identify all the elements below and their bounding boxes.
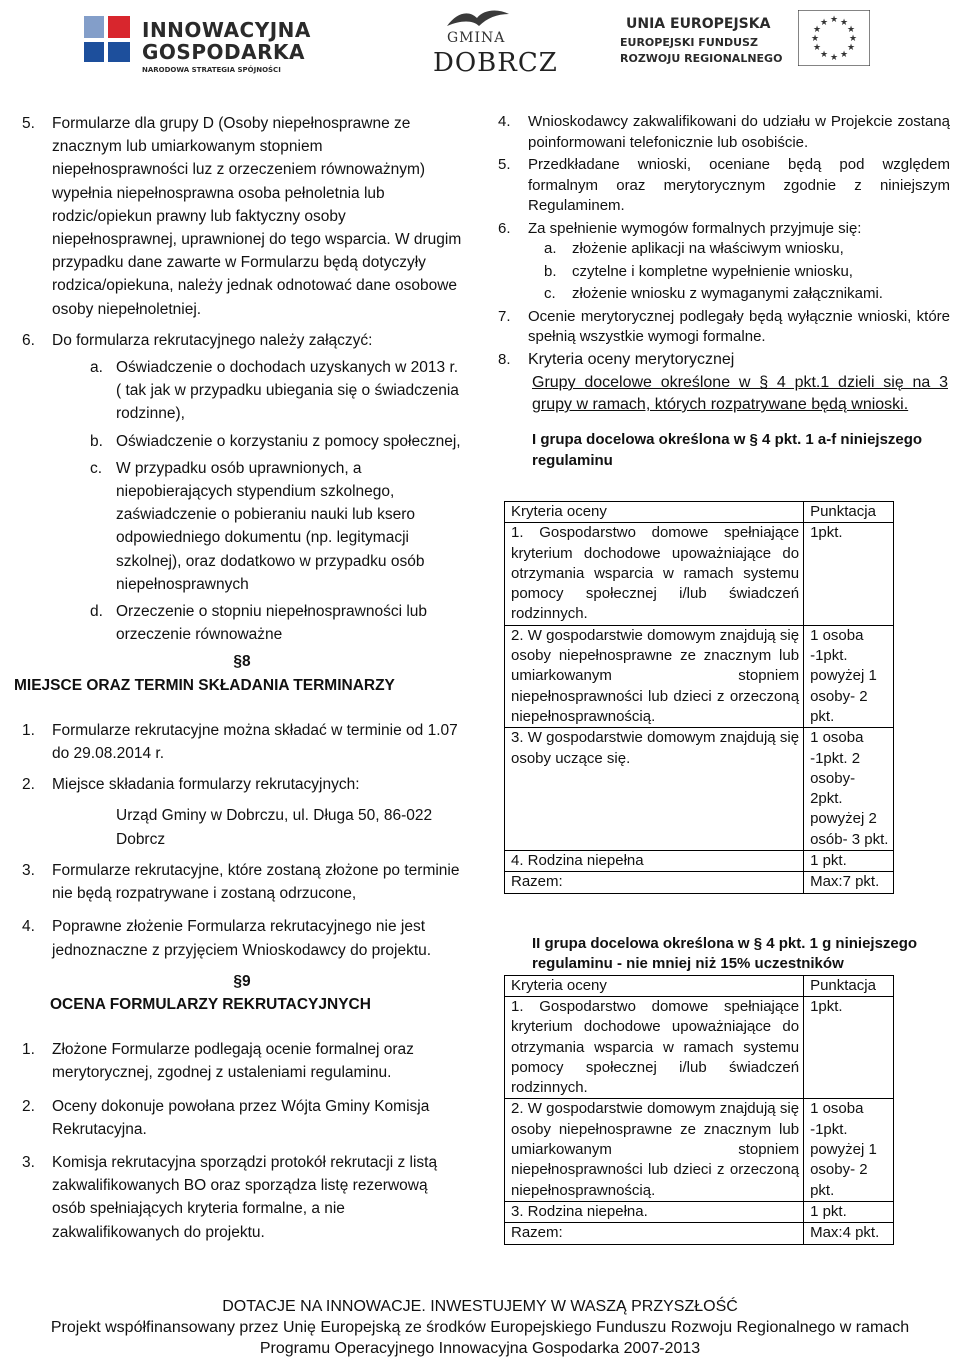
point-text: złożenie aplikacji na właściwym wniosku, bbox=[572, 240, 844, 257]
points-cell: 1pkt. bbox=[804, 523, 894, 625]
points-cell: Punktacja bbox=[804, 975, 894, 996]
eu-flag-icon bbox=[798, 10, 870, 66]
section-9-title: OCENA FORMULARZY REKRUTACYJNYCH bbox=[50, 995, 371, 1013]
point-text: Miejsce składania formularzy rekrutacyjnych: bbox=[52, 776, 360, 794]
point-text: Formularze rekrutacyjne można składać w terminie od 1.07 do 29.08.2014 r. bbox=[52, 721, 458, 763]
page-header bbox=[0, 0, 960, 82]
criterion-cell: 3. W gospodarstwie domowym znajdują się osoby uczące się. bbox=[505, 728, 804, 851]
criterion-cell: 2. W gospodarstwie domowym znajdują się osoby niepełnosprawne ze znacznym lub umiarkowanym stopniem niepełnosprawności lub dzieci z orzeczoną niepełnosprawnością. bbox=[505, 625, 804, 727]
svg-text:★: ★ bbox=[812, 25, 822, 35]
svg-text:★: ★ bbox=[810, 34, 820, 44]
target-groups-note: Grupy docelowe określone w § 4 pkt.1 dzieli się na 3 grupy w ramach, których rozpatrywane będą wnioski. bbox=[532, 374, 948, 413]
deadline-3 bbox=[22, 859, 462, 905]
svg-text:★: ★ bbox=[839, 50, 849, 60]
section-8-title: MIEJSCE ORAZ TERMIN SKŁADANIA TERMINARZY bbox=[14, 676, 395, 694]
attachment-d bbox=[22, 600, 462, 646]
footer-cofinancing: Projekt współfinansowany przez Unię Europejską ze środków Europejskiego Funduszu Rozwoju Regionalnego w ramach bbox=[50, 1319, 910, 1336]
points-cell: 1pkt. bbox=[804, 996, 894, 1098]
point-number: 1. bbox=[22, 1041, 35, 1059]
point-number: 8. bbox=[498, 350, 511, 368]
point-letter: b. bbox=[544, 262, 557, 280]
point-text: Formularze rekrutacyjne, które zostaną złożone po terminie nie będą rozpatrywane i zostaną odrzucone, bbox=[52, 861, 460, 903]
criterion-cell: Kryteria oceny bbox=[505, 975, 804, 996]
point-number: 3. bbox=[22, 861, 35, 879]
table-header-row bbox=[505, 502, 894, 523]
section-8-number: §8 bbox=[233, 653, 251, 671]
gmina-bird-icon bbox=[443, 6, 513, 32]
point-6 bbox=[22, 329, 462, 352]
table-row bbox=[505, 851, 894, 872]
criterion-cell: 2. W gospodarstwie domowym znajdują się osoby niepełnosprawne ze znacznym lub umiarkowanym stopniem niepełnosprawności lub dzieci z orzeczoną niepełnosprawnością. bbox=[505, 1099, 804, 1201]
point-text: Oceny dokonuje powołana przez Wójta Gminy Komisja Rekrutacyjna. bbox=[52, 1097, 430, 1138]
evaluation-3 bbox=[22, 1151, 462, 1244]
attachment-a bbox=[22, 356, 462, 426]
point-number: 6. bbox=[22, 331, 35, 349]
svg-text:★: ★ bbox=[846, 43, 856, 53]
innowacyjna-gospodarka-logo bbox=[80, 10, 310, 74]
submission-address: Urząd Gminy w Dobrczu, ul. Długa 50, 86-022 Dobrcz bbox=[116, 807, 433, 848]
criterion-cell: Razem: bbox=[505, 1223, 804, 1244]
point-number: 7. bbox=[498, 307, 511, 325]
points-cell: Punktacja bbox=[804, 502, 894, 523]
point-text: złożenie wniosku z wymaganymi załącznikami. bbox=[572, 285, 883, 302]
point-r4 bbox=[498, 112, 950, 153]
table-row bbox=[505, 728, 894, 851]
criterion-cell: 1. Gospodarstwo domowe spełniające kryterium dochodowe upoważniające do otrzymania wsparcia w ramach systemu pomocy społecznej i/lub świadczeń rodzinnych. bbox=[505, 523, 804, 625]
point-number: 2. bbox=[22, 776, 35, 794]
requirement-c bbox=[498, 284, 950, 305]
table-row bbox=[505, 523, 894, 625]
point-number: 5. bbox=[498, 156, 511, 173]
deadline-2 bbox=[22, 773, 462, 796]
point-letter: b. bbox=[90, 432, 103, 450]
svg-text:★: ★ bbox=[829, 15, 839, 25]
point-text: Formularze dla grupy D (Osoby niepełnosprawne ze znacznym lub umiarkowanym stopniem niepełnosprawności luz z orzeczeniem równoważnym) wypełnia niepełnosprawna osoba pełnoletnia lub rodzic/opiekun prawny lub faktyczny osoby niepełnosprawnej, uprawnionej do tego wsparcia. W drugim przypadku dane zawarte w Formularzu będą dotyczyły rodzica/opiekuna, należy jednak odnotować dane osobowe osoby niepełnoletniej. bbox=[52, 115, 462, 318]
svg-text:★: ★ bbox=[819, 18, 829, 28]
gmina-name: DOBRCZ bbox=[433, 48, 558, 78]
gmina-label: GMINA bbox=[447, 30, 506, 46]
right-column bbox=[498, 112, 950, 1245]
svg-text:★: ★ bbox=[839, 18, 849, 28]
points-cell: Max:4 pkt. bbox=[804, 1223, 894, 1244]
point-text: Oświadczenie o korzystaniu z pomocy społecznej, bbox=[116, 432, 461, 450]
eu-fund-line2: ROZWOJU REGIONALNEGO bbox=[620, 52, 783, 65]
point-text: Orzeczenie o stopniu niepełnosprawności lub orzeczenie równoważne bbox=[116, 603, 428, 644]
gmina-dobrcz-logo bbox=[405, 6, 558, 78]
evaluation-1 bbox=[22, 1038, 462, 1084]
group-1-title: I grupa docelowa określona w § 4 pkt. 1 a-f niniejszego regulaminu bbox=[532, 431, 923, 469]
table-row bbox=[505, 1099, 894, 1201]
point-letter: c. bbox=[544, 285, 556, 302]
ig-logo-icon bbox=[80, 12, 134, 66]
point-5 bbox=[22, 112, 462, 321]
ig-title-line2: GOSPODARKA bbox=[142, 40, 305, 64]
evaluation-2 bbox=[22, 1095, 462, 1141]
eu-title: UNIA EUROPEJSKA bbox=[626, 16, 771, 32]
requirement-b bbox=[498, 262, 950, 283]
criterion-cell: 1. Gospodarstwo domowe spełniające kryterium dochodowe upoważniające do otrzymania wsparcia w ramach systemu pomocy społecznej i/lub świadczeń rodzinnych. bbox=[505, 996, 804, 1098]
svg-text:★: ★ bbox=[819, 50, 829, 60]
point-r7 bbox=[498, 307, 950, 348]
point-letter: a. bbox=[90, 359, 103, 377]
table-row bbox=[505, 996, 894, 1098]
point-letter: a. bbox=[544, 240, 557, 257]
point-letter: c. bbox=[90, 459, 103, 477]
svg-text:★: ★ bbox=[812, 43, 822, 53]
table-total-row bbox=[505, 1223, 894, 1244]
ig-subtitle: NARODOWA STRATEGIA SPÓJNOŚCI bbox=[142, 66, 281, 74]
svg-text:★: ★ bbox=[848, 34, 858, 44]
criterion-cell: Razem: bbox=[505, 872, 804, 893]
point-text: Kryteria oceny merytorycznej bbox=[528, 350, 735, 368]
point-number: 2. bbox=[22, 1097, 35, 1115]
points-cell: 1 osoba -1pkt. powyżej 1 osoby- 2 pkt. bbox=[804, 1099, 894, 1201]
ig-title-line1: INNOWACYJNA bbox=[142, 18, 311, 42]
svg-text:★: ★ bbox=[829, 53, 839, 63]
eu-fund-line1: EUROPEJSKI FUNDUSZ bbox=[620, 36, 758, 49]
point-text: Oświadczenie o dochodach uzyskanych w 2013 r. ( tak jak w przypadku ubiegania się o świadczenia rodzinne), bbox=[116, 359, 459, 423]
point-number: 5. bbox=[22, 115, 35, 132]
table-header-row bbox=[505, 975, 894, 996]
point-text: Do formularza rekrutacyjnego należy załączyć: bbox=[52, 331, 373, 349]
point-text: Komisja rekrutacyjna sporządzi protokół rekrutacji z listą zakwalifikowanych BO oraz sporządza listę rezerwową osób spełniających kryteria formalne, a nie zakwalifikowanych do projektu. bbox=[52, 1153, 438, 1241]
page-footer bbox=[0, 1296, 960, 1358]
point-letter: d. bbox=[90, 603, 103, 621]
point-number: 4. bbox=[22, 918, 35, 936]
point-text: Przedkładane wnioski, oceniane będą pod względem formalnym oraz merytorycznym zgodnie z niniejszym Regulaminem. bbox=[528, 156, 950, 214]
point-text: czytelne i kompletne wypełnienie wniosku, bbox=[572, 262, 853, 280]
point-text: Za spełnienie wymogów formalnych przyjmuje się: bbox=[528, 219, 862, 237]
attachment-b bbox=[22, 430, 462, 453]
eu-logo bbox=[620, 14, 865, 74]
deadline-1 bbox=[22, 719, 462, 765]
footer-slogan: DOTACJE NA INNOWACJE. INWESTUJEMY W WASZĄ PRZYSZŁOŚĆ bbox=[222, 1298, 738, 1315]
table-row bbox=[505, 1201, 894, 1222]
point-text: Wnioskodawcy zakwalifikowani do udziału w Projekcie zostaną poinformowani telefonicznie lub osobiście. bbox=[528, 113, 950, 151]
point-r5 bbox=[498, 155, 950, 217]
criterion-cell: 3. Rodzina niepełna. bbox=[505, 1201, 804, 1222]
group-2-title: II grupa docelowa określona w § 4 pkt. 1 g niniejszego regulaminu - nie mniej niż 15% uczestników bbox=[532, 934, 918, 973]
point-number: 4. bbox=[498, 113, 511, 130]
table-total-row bbox=[505, 872, 894, 893]
group-2-criteria-table bbox=[504, 975, 894, 1245]
requirement-a bbox=[498, 239, 950, 260]
left-column bbox=[14, 112, 462, 1244]
point-number: 6. bbox=[498, 219, 511, 237]
points-cell: Max:7 pkt. bbox=[804, 872, 894, 893]
points-cell: 1 osoba -1pkt. 2 osoby- 2pkt. powyżej 2 osób- 3 pkt. bbox=[804, 728, 894, 851]
point-r6 bbox=[498, 219, 950, 240]
point-r8 bbox=[498, 350, 950, 371]
group-1-criteria-table bbox=[504, 501, 894, 894]
point-text: Ocenie merytorycznej podlegały będą wyłącznie wnioski, które spełnią wszystkie wymogi formalne. bbox=[528, 307, 950, 345]
section-9-number: §9 bbox=[233, 972, 251, 990]
points-cell: 1 pkt. bbox=[804, 1201, 894, 1222]
table-row bbox=[505, 625, 894, 727]
point-text: Złożone Formularze podlegają ocenie formalnej oraz merytorycznej, zgodnej z ustaleniami regulaminu. bbox=[52, 1041, 414, 1082]
point-text: W przypadku osób uprawnionych, a niepobierających stypendium szkolnego, zaświadczenie o pobieraniu nauki lub ksero odpowiedniego dokumentu (np. legitymacji szkolnej), oraz dodatkowo w przypadku osób niepełnosprawnych bbox=[116, 459, 425, 593]
criterion-cell: Kryteria oceny bbox=[505, 502, 804, 523]
attachment-c bbox=[22, 457, 462, 596]
points-cell: 1 pkt. bbox=[804, 851, 894, 872]
point-number: 3. bbox=[22, 1153, 35, 1171]
point-number: 1. bbox=[22, 721, 35, 739]
point-text: Poprawne złożenie Formularza rekrutacyjnego nie jest jednoznaczne z przyjęciem Wnioskodawcy do projektu. bbox=[52, 918, 432, 959]
points-cell: 1 osoba -1pkt. powyżej 1 osoby- 2 pkt. bbox=[804, 625, 894, 727]
svg-text:★: ★ bbox=[846, 25, 856, 35]
footer-programme: Programu Operacyjnego Innowacyjna Gospodarka 2007-2013 bbox=[259, 1340, 701, 1357]
criterion-cell: 4. Rodzina niepełna bbox=[505, 851, 804, 872]
deadline-4 bbox=[22, 915, 462, 961]
